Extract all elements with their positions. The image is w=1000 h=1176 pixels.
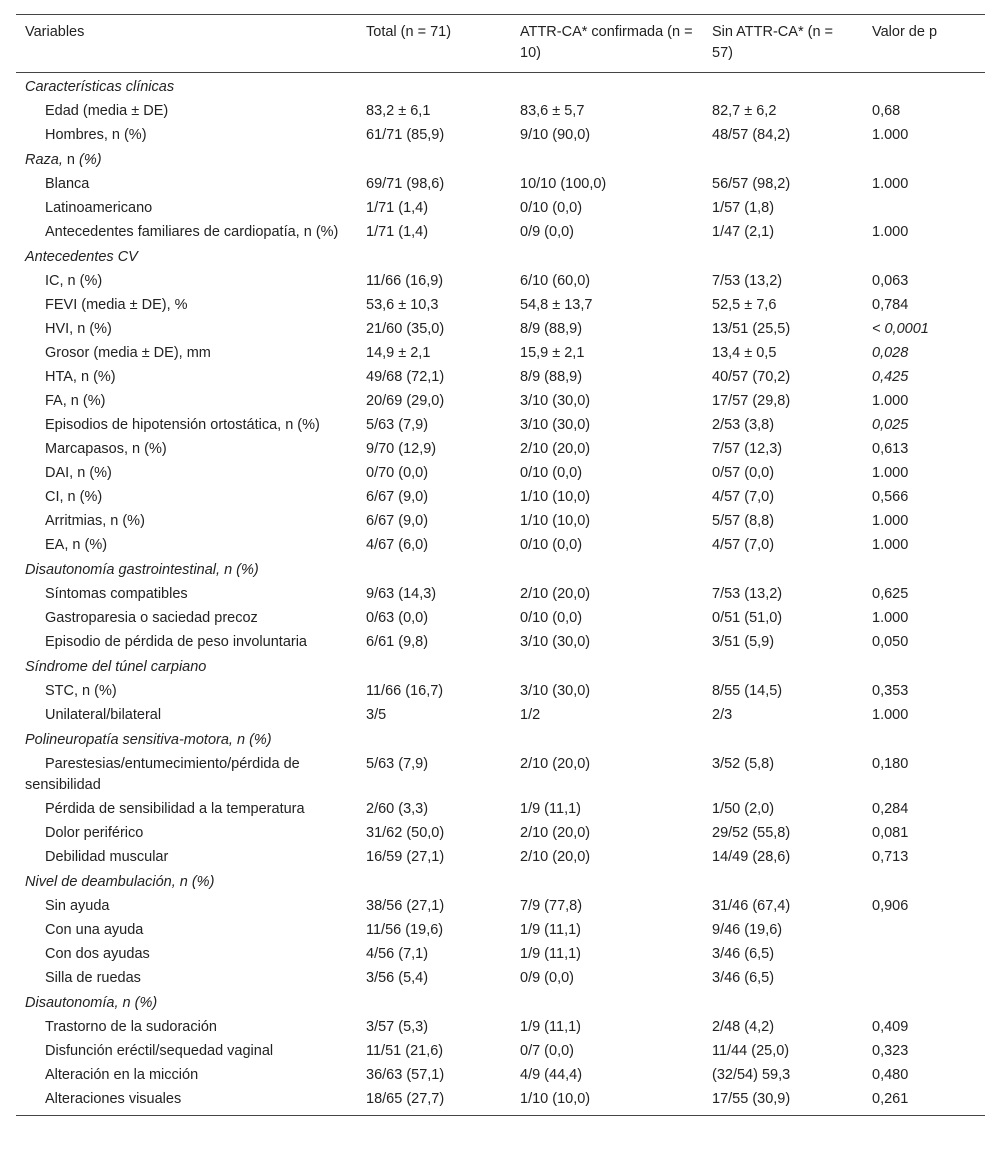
table-row: [16, 631, 985, 655]
cell-attr-confirmada: 0/10 (0,0): [520, 610, 583, 626]
cell-sin-attr: 56/57 (98,2): [712, 176, 791, 192]
section-row: [16, 655, 985, 680]
cell-total: 6/67 (9,0): [366, 489, 429, 505]
cell-sin-attr: 29/52 (55,8): [712, 825, 791, 841]
cell-sin-attr: 3/46 (6,5): [712, 946, 775, 962]
cell-p-value: 1.000: [872, 707, 909, 723]
table-row: [16, 534, 985, 558]
header-attr-confirmada: ATTR-CA* confirmada (n = 10): [520, 24, 693, 61]
cell-total: 31/62 (50,0): [366, 825, 445, 841]
cell-attr-confirmada: 2/10 (20,0): [520, 849, 591, 865]
cell-sin-attr: 1/47 (2,1): [712, 224, 775, 240]
cell-total: 20/69 (29,0): [366, 393, 445, 409]
row-variable: Debilidad muscular: [45, 849, 169, 865]
cell-sin-attr: 3/51 (5,9): [712, 634, 775, 650]
table-row: [16, 173, 985, 197]
section-row: [16, 870, 985, 895]
section-row: [16, 991, 985, 1016]
cell-p-value: 0,625: [872, 586, 909, 602]
cell-attr-confirmada: 0/10 (0,0): [520, 537, 583, 553]
cell-sin-attr: 7/53 (13,2): [712, 273, 783, 289]
cell-attr-confirmada: 3/10 (30,0): [520, 417, 591, 433]
cell-sin-attr: 11/44 (25,0): [712, 1043, 790, 1059]
section-label: [16, 148, 985, 173]
section-row: [16, 558, 985, 583]
cell-p-value: 0,425: [872, 369, 909, 385]
cell-sin-attr: 1/57 (1,8): [712, 200, 775, 216]
row-variable: DAI, n (%): [45, 465, 112, 481]
row-variable: Trastorno de la sudoración: [45, 1019, 217, 1035]
section-label: [16, 558, 985, 583]
row-variable: Hombres, n (%): [45, 127, 147, 143]
cell-sin-attr: 13/51 (25,5): [712, 321, 791, 337]
table-row: [16, 704, 985, 728]
cell-attr-confirmada: 3/10 (30,0): [520, 683, 591, 699]
cell-attr-confirmada: 1/9 (11,1): [520, 946, 581, 962]
header-row: [16, 15, 985, 73]
section-label: [16, 870, 985, 895]
cell-attr-confirmada: 1/10 (10,0): [520, 1091, 591, 1107]
cell-attr-confirmada: 83,6 ± 5,7: [520, 103, 585, 119]
cell-total: 3/56 (5,4): [366, 970, 429, 986]
section-row: [16, 245, 985, 270]
cell-attr-confirmada: 3/10 (30,0): [520, 634, 591, 650]
cell-attr-confirmada: 4/9 (44,4): [520, 1067, 583, 1083]
cell-total: 11/66 (16,9): [366, 273, 444, 289]
cell-sin-attr: 17/57 (29,8): [712, 393, 791, 409]
cell-p-value: 0,025: [872, 417, 909, 433]
table-row: [16, 414, 985, 438]
cell-attr-confirmada: 1/9 (11,1): [520, 922, 581, 938]
cell-total: 6/67 (9,0): [366, 513, 429, 529]
table-row: [16, 967, 985, 991]
table-row: [16, 124, 985, 148]
cell-p-value: 1.000: [872, 224, 909, 240]
header-variables: Variables: [25, 24, 85, 40]
cell-p-value: 0,566: [872, 489, 909, 505]
cell-sin-attr: 13,4 ± 0,5: [712, 345, 777, 361]
row-variable: Episodios de hipotensión ortostática, n (%): [45, 417, 320, 433]
table-row: [16, 680, 985, 704]
cell-total: 3/57 (5,3): [366, 1019, 429, 1035]
table-row: [16, 1040, 985, 1064]
section-row: [16, 728, 985, 753]
table-row: [16, 895, 985, 919]
cell-p-value: 1.000: [872, 127, 909, 143]
row-variable: Pérdida de sensibilidad a la temperatura: [45, 801, 305, 817]
cell-p-value: 0,028: [872, 345, 909, 361]
cell-attr-confirmada: 0/9 (0,0): [520, 970, 574, 986]
section-label: [16, 991, 985, 1016]
section-label-text: Nivel de deambulación, n (%): [25, 874, 215, 890]
data-table: [16, 14, 985, 1116]
section-label-text: Síndrome del túnel carpiano: [25, 659, 207, 675]
header-p-value: Valor de p: [872, 24, 938, 40]
cell-p-value: 0,050: [872, 634, 909, 650]
table-row: [16, 366, 985, 390]
cell-sin-attr: 48/57 (84,2): [712, 127, 791, 143]
cell-attr-confirmada: 10/10 (100,0): [520, 176, 607, 192]
section-label-suffix2: (%): [79, 152, 102, 168]
table-row: [16, 846, 985, 870]
section-label-text: Raza,: [25, 152, 63, 168]
cell-total: 9/70 (12,9): [366, 441, 437, 457]
cell-sin-attr: 4/57 (7,0): [712, 537, 775, 553]
cell-sin-attr: 7/57 (12,3): [712, 441, 783, 457]
table-row: [16, 438, 985, 462]
row-variable: Latinoamericano: [45, 200, 153, 216]
table-row: [16, 342, 985, 366]
row-variable: Episodio de pérdida de peso involuntaria: [45, 634, 307, 650]
row-variable: Edad (media ± DE): [45, 103, 169, 119]
cell-total: 0/70 (0,0): [366, 465, 429, 481]
cell-total: 4/56 (7,1): [366, 946, 429, 962]
cell-total: 49/68 (72,1): [366, 369, 445, 385]
cell-attr-confirmada: 1/2: [520, 707, 541, 723]
section-label-text: Características clínicas: [25, 79, 175, 95]
cell-total: 53,6 ± 10,3: [366, 297, 439, 313]
cell-sin-attr: 2/48 (4,2): [712, 1019, 775, 1035]
row-variable: Blanca: [45, 176, 90, 192]
cell-attr-confirmada: 3/10 (30,0): [520, 393, 591, 409]
cell-attr-confirmada: 54,8 ± 13,7: [520, 297, 593, 313]
cell-sin-attr: (32/54) 59,3: [712, 1067, 791, 1083]
cell-p-value: 0,68: [872, 103, 901, 119]
cell-total: 36/63 (57,1): [366, 1067, 445, 1083]
row-variable: Dolor periférico: [45, 825, 144, 841]
row-variable: Alteraciones visuales: [45, 1091, 182, 1107]
section-label-text: Disautonomía, n (%): [25, 995, 158, 1011]
table-row: [16, 197, 985, 221]
cell-sin-attr: 4/57 (7,0): [712, 489, 775, 505]
cell-p-value: [863, 967, 985, 991]
cell-sin-attr: 2/3: [712, 707, 733, 723]
cell-p-value: 0,480: [872, 1067, 909, 1083]
table-row: [16, 510, 985, 534]
table-row: [16, 919, 985, 943]
cell-total: 61/71 (85,9): [366, 127, 445, 143]
row-variable: Con dos ayudas: [45, 946, 150, 962]
cell-sin-attr: 14/49 (28,6): [712, 849, 791, 865]
cell-total: 18/65 (27,7): [366, 1091, 445, 1107]
cell-total: 4/67 (6,0): [366, 537, 429, 553]
table-row: [16, 607, 985, 631]
cell-attr-confirmada: 1/9 (11,1): [520, 801, 581, 817]
row-variable: Unilateral/bilateral: [45, 707, 162, 723]
row-variable: Gastroparesia o saciedad precoz: [45, 610, 258, 626]
cell-p-value: 1.000: [872, 176, 909, 192]
cell-total: 2/60 (3,3): [366, 801, 429, 817]
cell-sin-attr: 0/51 (51,0): [712, 610, 783, 626]
table-row: [16, 1088, 985, 1116]
section-label: [16, 655, 985, 680]
row-variable: Disfunción eréctil/sequedad vaginal: [45, 1043, 274, 1059]
cell-sin-attr: 8/55 (14,5): [712, 683, 783, 699]
cell-p-value: 0,409: [872, 1019, 909, 1035]
cell-total: 69/71 (98,6): [366, 176, 445, 192]
row-variable: Marcapasos, n (%): [45, 441, 167, 457]
table-row: [16, 390, 985, 414]
header-total: Total (n = 71): [366, 24, 452, 40]
cell-sin-attr: 5/57 (8,8): [712, 513, 775, 529]
row-variable: HTA, n (%): [45, 369, 116, 385]
row-variable: Grosor (media ± DE), mm: [45, 345, 211, 361]
row-variable: Silla de ruedas: [45, 970, 141, 986]
cell-attr-confirmada: 0/7 (0,0): [520, 1043, 574, 1059]
row-variable: FEVI (media ± DE), %: [45, 297, 188, 313]
cell-sin-attr: 0/57 (0,0): [712, 465, 775, 481]
cell-total: 11/51 (21,6): [366, 1043, 444, 1059]
cell-p-value: 1.000: [872, 393, 909, 409]
cell-attr-confirmada: 7/9 (77,8): [520, 898, 583, 914]
cell-attr-confirmada: 0/10 (0,0): [520, 465, 583, 481]
table-row: [16, 294, 985, 318]
cell-total: 83,2 ± 6,1: [366, 103, 431, 119]
cell-p-value: 0,613: [872, 441, 909, 457]
table-row: [16, 798, 985, 822]
cell-p-value: 0,063: [872, 273, 909, 289]
section-row: [16, 148, 985, 173]
table-row: [16, 221, 985, 245]
cell-attr-confirmada: 0/10 (0,0): [520, 200, 583, 216]
table-row: [16, 822, 985, 846]
cell-attr-confirmada: 1/10 (10,0): [520, 513, 591, 529]
row-variable: Antecedentes familiares de cardiopatía, n (%): [45, 224, 339, 240]
table-row: [16, 486, 985, 510]
cell-attr-confirmada: 1/9 (11,1): [520, 1019, 581, 1035]
cell-sin-attr: 7/53 (13,2): [712, 586, 783, 602]
row-variable: CI, n (%): [45, 489, 103, 505]
row-variable: IC, n (%): [45, 273, 103, 289]
section-label: [16, 73, 985, 101]
cell-sin-attr: 3/46 (6,5): [712, 970, 775, 986]
cell-attr-confirmada: 2/10 (20,0): [520, 825, 591, 841]
cell-attr-confirmada: 8/9 (88,9): [520, 321, 583, 337]
cell-total: 38/56 (27,1): [366, 898, 445, 914]
row-variable: HVI, n (%): [45, 321, 112, 337]
cell-p-value: 1.000: [872, 513, 909, 529]
table-row: [16, 1064, 985, 1088]
cell-p-value: 0,353: [872, 683, 909, 699]
cell-p-value: 0,713: [872, 849, 909, 865]
table-row: [16, 1016, 985, 1040]
cell-p-value: [863, 197, 985, 221]
row-variable: Síntomas compatibles: [45, 586, 188, 602]
section-row: [16, 73, 985, 101]
section-label: [16, 245, 985, 270]
row-variable: EA, n (%): [45, 537, 108, 553]
section-label-text: Disautonomía gastrointestinal, n (%): [25, 562, 259, 578]
cell-p-value: 0,784: [872, 297, 909, 313]
cell-sin-attr: 40/57 (70,2): [712, 369, 791, 385]
cell-p-value: 1.000: [872, 537, 909, 553]
section-label-suffix: n: [62, 152, 80, 168]
cell-attr-confirmada: 1/10 (10,0): [520, 489, 591, 505]
cell-attr-confirmada: 0/9 (0,0): [520, 224, 574, 240]
table-row: [16, 462, 985, 486]
cell-sin-attr: 3/52 (5,8): [712, 756, 775, 772]
table-body: [16, 73, 985, 1116]
table-row: [16, 943, 985, 967]
cell-attr-confirmada: 6/10 (60,0): [520, 273, 591, 289]
cell-attr-confirmada: 8/9 (88,9): [520, 369, 583, 385]
table-row: [16, 270, 985, 294]
cell-total: 11/56 (19,6): [366, 922, 444, 938]
cell-total: 6/61 (9,8): [366, 634, 429, 650]
cell-total: 14,9 ± 2,1: [366, 345, 431, 361]
cell-total: 1/71 (1,4): [366, 200, 429, 216]
cell-p-value: 0,906: [872, 898, 909, 914]
section-label-text: Antecedentes CV: [25, 249, 138, 265]
cell-p-value: [863, 919, 985, 943]
row-variable: Sin ayuda: [45, 898, 110, 914]
row-variable: STC, n (%): [45, 683, 117, 699]
cell-total: 11/66 (16,7): [366, 683, 444, 699]
cell-p-value: 0,261: [872, 1091, 909, 1107]
cell-attr-confirmada: 15,9 ± 2,1: [520, 345, 585, 361]
header-sin-attr: Sin ATTR-CA* (n = 57): [712, 24, 833, 61]
table-row: [16, 100, 985, 124]
cell-attr-confirmada: 2/10 (20,0): [520, 756, 591, 772]
section-label: [16, 728, 985, 753]
cell-p-value: < 0,0001: [872, 321, 929, 337]
cell-total: 0/63 (0,0): [366, 610, 429, 626]
table-header: [16, 15, 985, 73]
table-row: [16, 583, 985, 607]
cell-total: 21/60 (35,0): [366, 321, 445, 337]
cell-total: 5/63 (7,9): [366, 756, 429, 772]
cell-p-value: 0,323: [872, 1043, 909, 1059]
cell-attr-confirmada: 2/10 (20,0): [520, 441, 591, 457]
cell-attr-confirmada: 9/10 (90,0): [520, 127, 591, 143]
cell-p-value: 0,081: [872, 825, 909, 841]
cell-p-value: [863, 943, 985, 967]
row-variable: Alteración en la micción: [45, 1067, 199, 1083]
cell-sin-attr: 1/50 (2,0): [712, 801, 775, 817]
cell-total: 5/63 (7,9): [366, 417, 429, 433]
cell-total: 1/71 (1,4): [366, 224, 429, 240]
cell-p-value: 0,284: [872, 801, 909, 817]
table-row: [16, 753, 985, 798]
cell-p-value: 1.000: [872, 465, 909, 481]
row-variable: Arritmias, n (%): [45, 513, 145, 529]
table-container: [16, 14, 985, 1116]
cell-sin-attr: 52,5 ± 7,6: [712, 297, 777, 313]
cell-total: 9/63 (14,3): [366, 586, 437, 602]
cell-sin-attr: 9/46 (19,6): [712, 922, 783, 938]
cell-attr-confirmada: 2/10 (20,0): [520, 586, 591, 602]
section-label-text: Polineuropatía sensitiva-motora, n (%): [25, 732, 272, 748]
cell-total: 16/59 (27,1): [366, 849, 445, 865]
cell-sin-attr: 17/55 (30,9): [712, 1091, 791, 1107]
row-variable: FA, n (%): [45, 393, 106, 409]
table-row: [16, 318, 985, 342]
cell-sin-attr: 82,7 ± 6,2: [712, 103, 777, 119]
cell-sin-attr: 31/46 (67,4): [712, 898, 791, 914]
cell-sin-attr: 2/53 (3,8): [712, 417, 775, 433]
row-variable: Con una ayuda: [45, 922, 144, 938]
cell-total: 3/5: [366, 707, 387, 723]
cell-p-value: 1.000: [872, 610, 909, 626]
cell-p-value: 0,180: [872, 756, 909, 772]
row-variable: Parestesias/entumecimiento/pérdida de sensibilidad: [25, 756, 300, 793]
